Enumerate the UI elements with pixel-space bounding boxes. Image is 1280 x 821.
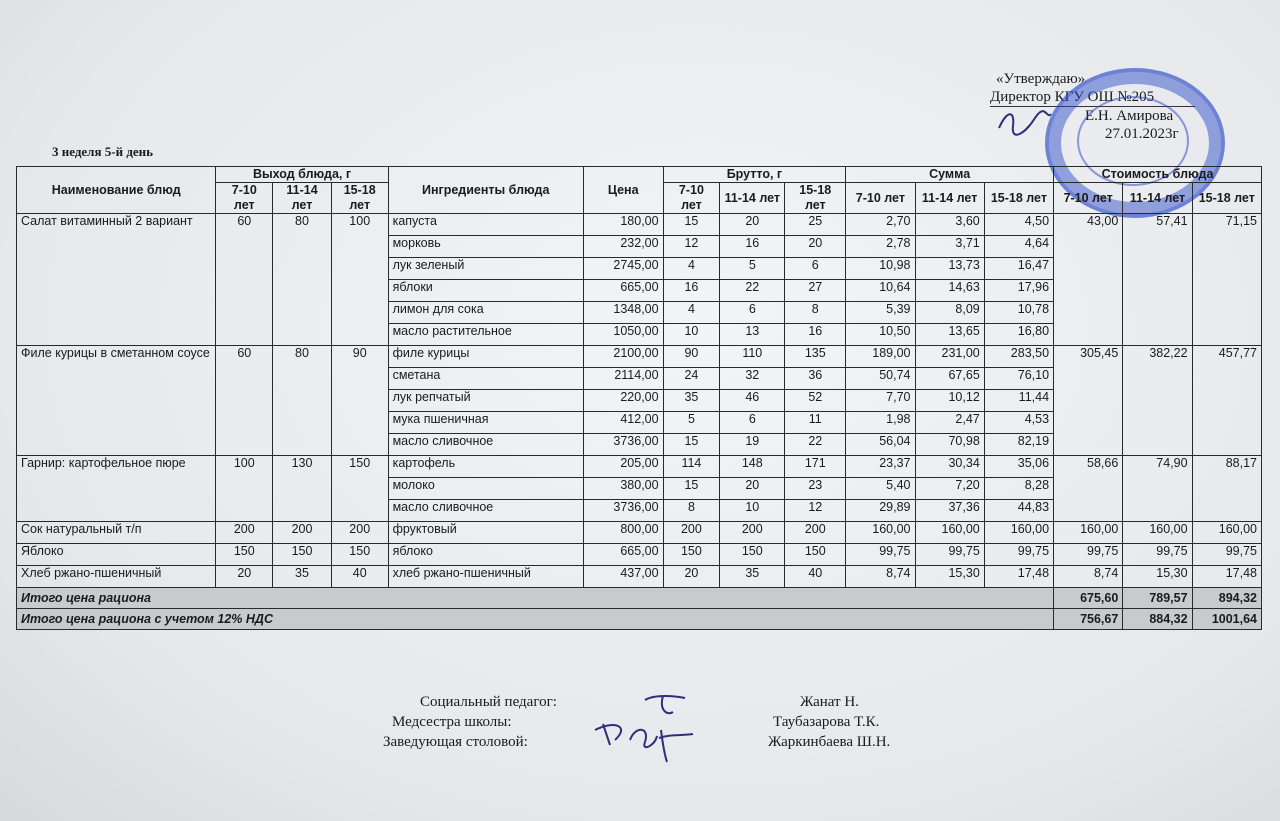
brutto-cell: 148 bbox=[720, 456, 785, 478]
brutto-cell: 23 bbox=[785, 478, 846, 500]
signer-role: Социальный педагог: bbox=[420, 694, 557, 710]
brutto-cell: 171 bbox=[785, 456, 846, 478]
sum-cell: 67,65 bbox=[915, 368, 984, 390]
dish-name-cell: Гарнир: картофельное пюре bbox=[17, 456, 216, 522]
brutto-cell: 135 bbox=[785, 346, 846, 368]
dish-cost-cell: 17,48 bbox=[1192, 566, 1261, 588]
sum-cell: 283,50 bbox=[984, 346, 1053, 368]
ingredient-price-cell: 3736,00 bbox=[583, 434, 663, 456]
brutto-cell: 200 bbox=[663, 522, 720, 544]
brutto-cell: 150 bbox=[785, 544, 846, 566]
dish-output-cell: 100 bbox=[216, 456, 273, 522]
brutto-cell: 27 bbox=[785, 280, 846, 302]
brutto-cell: 25 bbox=[785, 214, 846, 236]
sum-cell: 99,75 bbox=[846, 544, 915, 566]
dish-name-cell: Филе курицы в сметанном соусе bbox=[17, 346, 216, 456]
brutto-cell: 8 bbox=[785, 302, 846, 324]
sum-cell: 7,70 bbox=[846, 390, 915, 412]
sum-cell: 37,36 bbox=[915, 500, 984, 522]
brutto-cell: 8 bbox=[663, 500, 720, 522]
brutto-cell: 90 bbox=[663, 346, 720, 368]
total-vat-row bbox=[17, 609, 1262, 630]
sum-cell: 5,39 bbox=[846, 302, 915, 324]
header-output: Выход блюда, г bbox=[216, 167, 388, 183]
ingredient-name-cell: фруктовый bbox=[388, 522, 583, 544]
sum-cell: 99,75 bbox=[915, 544, 984, 566]
brutto-cell: 22 bbox=[785, 434, 846, 456]
brutto-cell: 20 bbox=[663, 566, 720, 588]
ingredient-name-cell: мука пшеничная bbox=[388, 412, 583, 434]
ingredient-price-cell: 2745,00 bbox=[583, 258, 663, 280]
dish-output-cell: 100 bbox=[331, 214, 388, 346]
header-age: 7-10 лет bbox=[846, 183, 915, 214]
dish-cost-cell: 382,22 bbox=[1123, 346, 1192, 456]
total-row bbox=[17, 588, 1262, 609]
sum-cell: 16,47 bbox=[984, 258, 1053, 280]
header-ingredients: Ингредиенты блюда bbox=[388, 167, 583, 214]
ingredient-price-cell: 205,00 bbox=[583, 456, 663, 478]
total-vat-label: Итого цена рациона с учетом 12% НДС bbox=[17, 609, 1054, 630]
brutto-cell: 114 bbox=[663, 456, 720, 478]
header-dish-cost: Стоимость блюда bbox=[1054, 167, 1262, 183]
sum-cell: 10,78 bbox=[984, 302, 1053, 324]
dish-output-cell: 80 bbox=[273, 214, 332, 346]
dish-output-cell: 150 bbox=[273, 544, 332, 566]
sum-cell: 1,98 bbox=[846, 412, 915, 434]
sum-cell: 3,71 bbox=[915, 236, 984, 258]
sum-cell: 15,30 bbox=[915, 566, 984, 588]
table-row bbox=[17, 566, 1262, 588]
sum-cell: 13,73 bbox=[915, 258, 984, 280]
header-age: 7-10 лет bbox=[216, 183, 273, 214]
sum-cell: 10,50 bbox=[846, 324, 915, 346]
table-row bbox=[17, 346, 1262, 368]
total-vat-value: 884,32 bbox=[1123, 609, 1192, 630]
dish-output-cell: 150 bbox=[216, 544, 273, 566]
brutto-cell: 13 bbox=[720, 324, 785, 346]
sum-cell: 44,83 bbox=[984, 500, 1053, 522]
dish-name-cell: Яблоко bbox=[17, 544, 216, 566]
brutto-cell: 35 bbox=[720, 566, 785, 588]
dish-cost-cell: 99,75 bbox=[1123, 544, 1192, 566]
dish-cost-cell: 15,30 bbox=[1123, 566, 1192, 588]
table-row bbox=[17, 522, 1262, 544]
brutto-cell: 15 bbox=[663, 214, 720, 236]
header-brutto: Брутто, г bbox=[663, 167, 846, 183]
ingredient-name-cell: картофель bbox=[388, 456, 583, 478]
brutto-cell: 20 bbox=[785, 236, 846, 258]
brutto-cell: 35 bbox=[663, 390, 720, 412]
brutto-cell: 200 bbox=[785, 522, 846, 544]
dish-cost-cell: 99,75 bbox=[1192, 544, 1261, 566]
dish-cost-cell: 88,17 bbox=[1192, 456, 1261, 522]
header-age: 7-10 лет bbox=[663, 183, 720, 214]
signer-name: Жанат Н. bbox=[800, 694, 859, 710]
dish-name-cell: Сок натуральный т/п bbox=[17, 522, 216, 544]
ingredient-price-cell: 665,00 bbox=[583, 544, 663, 566]
sum-cell: 160,00 bbox=[915, 522, 984, 544]
ingredient-name-cell: лук зеленый bbox=[388, 258, 583, 280]
ingredient-name-cell: масло сливочное bbox=[388, 434, 583, 456]
dish-cost-cell: 58,66 bbox=[1054, 456, 1123, 522]
dish-cost-cell: 99,75 bbox=[1054, 544, 1123, 566]
header-age: 11-14 лет bbox=[720, 183, 785, 214]
brutto-cell: 24 bbox=[663, 368, 720, 390]
dish-output-cell: 60 bbox=[216, 214, 273, 346]
sum-cell: 76,10 bbox=[984, 368, 1053, 390]
dish-cost-cell: 8,74 bbox=[1054, 566, 1123, 588]
brutto-cell: 5 bbox=[720, 258, 785, 280]
sum-cell: 10,64 bbox=[846, 280, 915, 302]
brutto-cell: 6 bbox=[785, 258, 846, 280]
total-vat-value: 756,67 bbox=[1054, 609, 1123, 630]
dish-output-cell: 40 bbox=[331, 566, 388, 588]
approval-name: Е.Н. Амирова bbox=[1085, 108, 1174, 124]
sum-cell: 14,63 bbox=[915, 280, 984, 302]
total-value: 675,60 bbox=[1054, 588, 1123, 609]
table-row bbox=[17, 456, 1262, 478]
header-age: 11-14 лет bbox=[915, 183, 984, 214]
sum-cell: 4,53 bbox=[984, 412, 1053, 434]
dish-output-cell: 35 bbox=[273, 566, 332, 588]
brutto-cell: 11 bbox=[785, 412, 846, 434]
ingredient-name-cell: масло сливочное bbox=[388, 500, 583, 522]
ingredient-price-cell: 3736,00 bbox=[583, 500, 663, 522]
ingredient-name-cell: молоко bbox=[388, 478, 583, 500]
brutto-cell: 6 bbox=[720, 302, 785, 324]
header-age: 15-18 лет bbox=[785, 183, 846, 214]
sum-cell: 3,60 bbox=[915, 214, 984, 236]
ingredient-name-cell: сметана bbox=[388, 368, 583, 390]
brutto-cell: 20 bbox=[720, 478, 785, 500]
dish-cost-cell: 43,00 bbox=[1054, 214, 1123, 346]
brutto-cell: 40 bbox=[785, 566, 846, 588]
header-sum: Сумма bbox=[846, 167, 1054, 183]
director-signature bbox=[995, 100, 1055, 140]
ingredient-price-cell: 1050,00 bbox=[583, 324, 663, 346]
brutto-cell: 110 bbox=[720, 346, 785, 368]
dish-name-cell: Хлеб ржано-пшеничный bbox=[17, 566, 216, 588]
sum-cell: 23,37 bbox=[846, 456, 915, 478]
brutto-cell: 150 bbox=[663, 544, 720, 566]
brutto-cell: 6 bbox=[720, 412, 785, 434]
brutto-cell: 52 bbox=[785, 390, 846, 412]
dish-cost-cell: 160,00 bbox=[1123, 522, 1192, 544]
sum-cell: 2,47 bbox=[915, 412, 984, 434]
ingredient-name-cell: масло растительное bbox=[388, 324, 583, 346]
header-age: 15-18 лет bbox=[331, 183, 388, 214]
dish-cost-cell: 457,77 bbox=[1192, 346, 1261, 456]
ingredient-price-cell: 412,00 bbox=[583, 412, 663, 434]
ingredient-price-cell: 800,00 bbox=[583, 522, 663, 544]
brutto-cell: 36 bbox=[785, 368, 846, 390]
brutto-cell: 19 bbox=[720, 434, 785, 456]
ingredient-name-cell: яблоко bbox=[388, 544, 583, 566]
dish-cost-cell: 57,41 bbox=[1123, 214, 1192, 346]
week-day-label: 3 неделя 5-й день bbox=[52, 144, 154, 159]
ingredient-name-cell: капуста bbox=[388, 214, 583, 236]
sum-cell: 11,44 bbox=[984, 390, 1053, 412]
sum-cell: 10,98 bbox=[846, 258, 915, 280]
ingredient-price-cell: 2100,00 bbox=[583, 346, 663, 368]
brutto-cell: 4 bbox=[663, 258, 720, 280]
sum-cell: 82,19 bbox=[984, 434, 1053, 456]
brutto-cell: 16 bbox=[785, 324, 846, 346]
signer-role: Заведующая столовой: bbox=[383, 734, 528, 750]
approval-director: Директор КГУ ОШ №205 bbox=[990, 88, 1195, 107]
dish-cost-cell: 74,90 bbox=[1123, 456, 1192, 522]
signer-name: Таубазарова Т.К. bbox=[773, 714, 880, 730]
brutto-cell: 10 bbox=[663, 324, 720, 346]
total-vat-value: 1001,64 bbox=[1192, 609, 1261, 630]
ingredient-name-cell: лимон для сока bbox=[388, 302, 583, 324]
sum-cell: 29,89 bbox=[846, 500, 915, 522]
sum-cell: 8,74 bbox=[846, 566, 915, 588]
ingredient-price-cell: 665,00 bbox=[583, 280, 663, 302]
sum-cell: 10,12 bbox=[915, 390, 984, 412]
ingredient-price-cell: 220,00 bbox=[583, 390, 663, 412]
dish-cost-cell: 160,00 bbox=[1054, 522, 1123, 544]
sum-cell: 189,00 bbox=[846, 346, 915, 368]
total-label: Итого цена рациона bbox=[17, 588, 1054, 609]
dish-output-cell: 130 bbox=[273, 456, 332, 522]
sum-cell: 50,74 bbox=[846, 368, 915, 390]
menu-table bbox=[16, 166, 1262, 630]
dish-cost-cell: 160,00 bbox=[1192, 522, 1261, 544]
sum-cell: 56,04 bbox=[846, 434, 915, 456]
brutto-cell: 12 bbox=[785, 500, 846, 522]
header-dish-name: Наименование блюд bbox=[17, 167, 216, 214]
sum-cell: 70,98 bbox=[915, 434, 984, 456]
header-age: 15-18 лет bbox=[1192, 183, 1261, 214]
sum-cell: 2,70 bbox=[846, 214, 915, 236]
sum-cell: 5,40 bbox=[846, 478, 915, 500]
sum-cell: 8,28 bbox=[984, 478, 1053, 500]
signer-role: Медсестра школы: bbox=[392, 714, 512, 730]
sum-cell: 16,80 bbox=[984, 324, 1053, 346]
header-age: 11-14 лет bbox=[273, 183, 332, 214]
handwritten-signature bbox=[575, 690, 725, 770]
ingredient-name-cell: хлеб ржано-пшеничный bbox=[388, 566, 583, 588]
brutto-cell: 16 bbox=[663, 280, 720, 302]
sum-cell: 17,48 bbox=[984, 566, 1053, 588]
dish-output-cell: 200 bbox=[331, 522, 388, 544]
sum-cell: 30,34 bbox=[915, 456, 984, 478]
total-value: 789,57 bbox=[1123, 588, 1192, 609]
sum-cell: 231,00 bbox=[915, 346, 984, 368]
ingredient-price-cell: 180,00 bbox=[583, 214, 663, 236]
dish-name-cell: Салат витаминный 2 вариант bbox=[17, 214, 216, 346]
dish-output-cell: 150 bbox=[331, 544, 388, 566]
brutto-cell: 12 bbox=[663, 236, 720, 258]
sum-cell: 13,65 bbox=[915, 324, 984, 346]
table-row bbox=[17, 214, 1262, 236]
dish-output-cell: 200 bbox=[273, 522, 332, 544]
ingredient-name-cell: морковь bbox=[388, 236, 583, 258]
sum-cell: 160,00 bbox=[984, 522, 1053, 544]
header-age: 11-14 лет bbox=[1123, 183, 1192, 214]
ingredient-price-cell: 437,00 bbox=[583, 566, 663, 588]
header-price: Цена bbox=[583, 167, 663, 214]
ingredient-price-cell: 1348,00 bbox=[583, 302, 663, 324]
total-value: 894,32 bbox=[1192, 588, 1261, 609]
ingredient-name-cell: лук репчатый bbox=[388, 390, 583, 412]
dish-cost-cell: 305,45 bbox=[1054, 346, 1123, 456]
header-age: 15-18 лет bbox=[984, 183, 1053, 214]
brutto-cell: 5 bbox=[663, 412, 720, 434]
sum-cell: 35,06 bbox=[984, 456, 1053, 478]
signer-name: Жаркинбаева Ш.Н. bbox=[768, 734, 891, 750]
brutto-cell: 32 bbox=[720, 368, 785, 390]
approval-title: «Утверждаю» bbox=[996, 71, 1086, 87]
brutto-cell: 46 bbox=[720, 390, 785, 412]
sum-cell: 4,64 bbox=[984, 236, 1053, 258]
brutto-cell: 22 bbox=[720, 280, 785, 302]
dish-output-cell: 60 bbox=[216, 346, 273, 456]
header-age: 7-10 лет bbox=[1054, 183, 1123, 214]
brutto-cell: 20 bbox=[720, 214, 785, 236]
dish-output-cell: 80 bbox=[273, 346, 332, 456]
brutto-cell: 15 bbox=[663, 478, 720, 500]
brutto-cell: 200 bbox=[720, 522, 785, 544]
dish-output-cell: 90 bbox=[331, 346, 388, 456]
sum-cell: 8,09 bbox=[915, 302, 984, 324]
brutto-cell: 16 bbox=[720, 236, 785, 258]
dish-cost-cell: 71,15 bbox=[1192, 214, 1261, 346]
brutto-cell: 10 bbox=[720, 500, 785, 522]
table-row bbox=[17, 544, 1262, 566]
sum-cell: 17,96 bbox=[984, 280, 1053, 302]
dish-output-cell: 150 bbox=[331, 456, 388, 522]
ingredient-price-cell: 380,00 bbox=[583, 478, 663, 500]
sum-cell: 160,00 bbox=[846, 522, 915, 544]
sum-cell: 2,78 bbox=[846, 236, 915, 258]
sum-cell: 99,75 bbox=[984, 544, 1053, 566]
approval-date: 27.01.2023г bbox=[1105, 126, 1179, 142]
ingredient-price-cell: 2114,00 bbox=[583, 368, 663, 390]
ingredient-name-cell: филе курицы bbox=[388, 346, 583, 368]
brutto-cell: 4 bbox=[663, 302, 720, 324]
sum-cell: 4,50 bbox=[984, 214, 1053, 236]
dish-output-cell: 20 bbox=[216, 566, 273, 588]
ingredient-name-cell: яблоки bbox=[388, 280, 583, 302]
brutto-cell: 15 bbox=[663, 434, 720, 456]
dish-output-cell: 200 bbox=[216, 522, 273, 544]
ingredient-price-cell: 232,00 bbox=[583, 236, 663, 258]
brutto-cell: 150 bbox=[720, 544, 785, 566]
sum-cell: 7,20 bbox=[915, 478, 984, 500]
